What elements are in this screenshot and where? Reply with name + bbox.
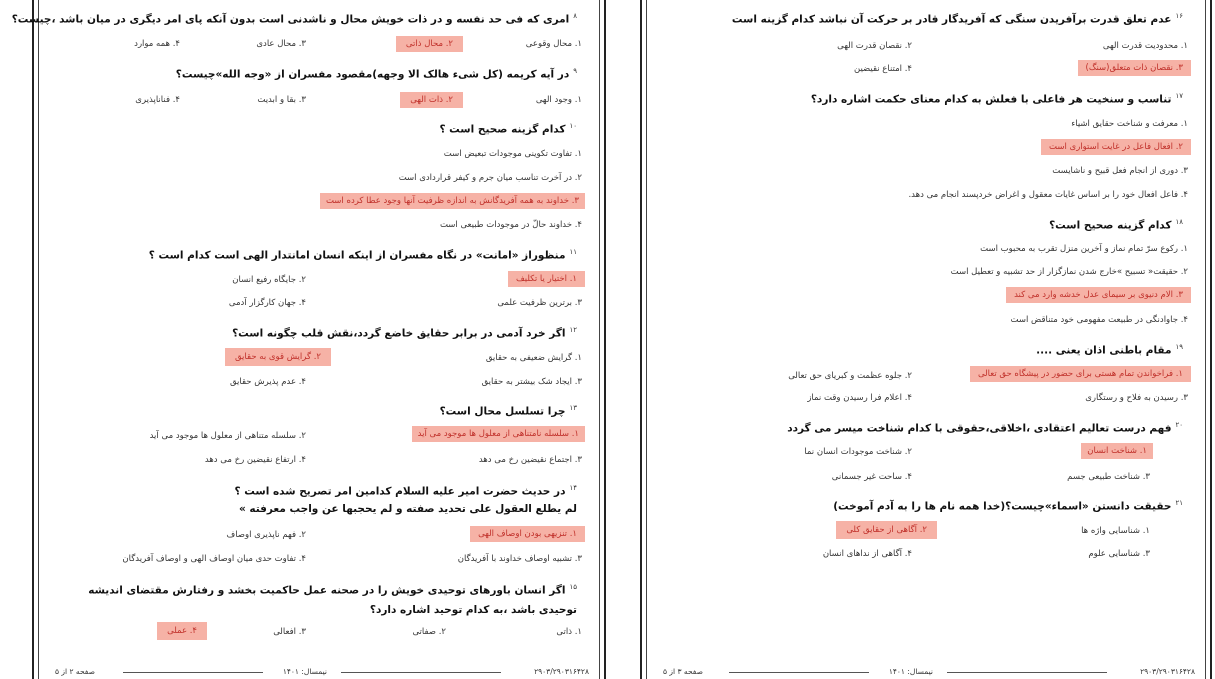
- q13-option-4: ۴. ارتفاع نقیضین رخ می دهد: [204, 455, 306, 465]
- q11-option-2: ۲. جایگاه رفیع انسان: [232, 275, 306, 285]
- q14-option-1: ۱. تنزیهی بودن اوصاف الهی: [470, 526, 585, 542]
- q15-option-3: ۳. افعالی: [273, 627, 306, 637]
- q21-option-1: ۱. شناسایی واژه ها: [1081, 526, 1150, 536]
- q20-option-4: ۴. ساحت غیر جسمانی: [831, 472, 912, 482]
- q21-option-2: ۲. آگاهی از حقایق کلی: [836, 521, 937, 539]
- q13-option-1: ۱. سلسله نامتناهی از معلول ها موجود می آید: [412, 426, 585, 442]
- q20-option-1: ۱. شناخت انسان: [1081, 443, 1153, 459]
- question-9: $^۹$در آیه کریمه (کل شیء هالک الا وجهه)مقصود مفسران از «وجه الله»چیست؟: [175, 67, 577, 81]
- q18-option-3: ۳. الام دنیوی بر سیمای عدل خدشه وارد می کند: [1006, 287, 1191, 303]
- q9-option-1: ۱. وجود الهی: [535, 95, 582, 105]
- semester-label: نیمسال: ۱۴۰۱: [282, 667, 327, 676]
- q10-option-4: ۴. خداوند حالّ در موجودات طبیعی است: [439, 220, 582, 230]
- question-12: $^{۱۲}$اگر خرد آدمی در برابر حقایق خاضع گردد،نقش قلب چگونه است؟: [232, 326, 577, 340]
- q19-option-2: ۲. جلوه عظمت و کبریای حق تعالی: [788, 371, 912, 381]
- q21-option-3: ۳. شناسایی علوم: [1088, 549, 1150, 559]
- q14-option-3: ۳. تشبیه اوصاف خداوند با آفریدگان: [457, 554, 582, 564]
- question-15: $^{۱۵}$اگر انسان باورهای توحیدی خویش را در صحنه عمل حاکمیت بخشد و رفتارش مقتضای اندیشه توحیدی باشد ،به کدام توحید اشاره دارد؟: [88, 583, 577, 616]
- q19-option-4: ۴. اعلام فرا رسیدن وقت نماز: [807, 393, 912, 403]
- q11-option-1: ۱. اختیار یا تکلیف: [508, 271, 585, 287]
- q10-option-1: ۱. تفاوت تکوینی موجودات تبعیض است: [443, 149, 582, 159]
- footer-rule: [947, 672, 1107, 673]
- q10-option-3: ۳. خداوند به همه آفریدگانش به اندازه ظرفیت آنها وجود عطا کرده است: [320, 193, 585, 209]
- question-21: $^{۲۱}$حقیقت دانستن «اسماء»چیست؟(خدا همه نام ها را به آدم آموخت): [833, 499, 1183, 513]
- q17-option-1: ۱. معرفت و شناخت حقایق اشیاء: [1071, 119, 1188, 129]
- q12-option-1: ۱. گرایش ضعیفی به حقایق: [485, 353, 582, 363]
- q19-option-3: ۳. رسیدن به فلاح و رستگاری: [1085, 393, 1188, 403]
- q17-option-3: ۳. دوری از انجام فعل قبیح و ناشایست: [1052, 166, 1188, 176]
- q13-option-2: ۲. سلسله متناهی از معلول ها موجود می آید: [149, 431, 306, 441]
- question-8: $^۸$امری که فی حد نفسه و در ذات خویش محال و ناشدنی است بدون آنکه پای امر دیگری در میان باشد ،چیست؟: [11, 12, 577, 26]
- q16-option-2: ۲. نقصان قدرت الهی: [837, 41, 912, 51]
- q13-option-3: ۳. اجتماع نقیضین رخ می دهد: [478, 455, 582, 465]
- question-17: $^{۱۷}$تناسب و سنخیت هر فاعلی با فعلش به کدام معنای حکمت اشاره دارد؟: [810, 92, 1183, 106]
- q14-option-4: ۴. تفاوت حدی میان اوصاف الهی و اوصاف آفریدگان: [122, 554, 306, 564]
- q16-option-3: ۳. نقصان ذات متعلق(سنگ): [1078, 60, 1191, 76]
- question-10: $^{۱۰}$کدام گزینه صحیح است ؟: [439, 122, 577, 136]
- q18-option-2: ۲. حقیقت« تسبیح »خارج شدن نمازگزار از حد تشبیه و تعطیل است: [950, 267, 1188, 277]
- page-footer: [45, 667, 593, 677]
- page-footer: [653, 667, 1199, 677]
- page-number: صفحه ۳ از ۵: [663, 667, 703, 676]
- q9-option-4: ۴. فناناپذیری: [135, 95, 180, 105]
- q20-option-3: ۳. شناخت طبیعی جسم: [1067, 472, 1150, 482]
- exam-page-right: [640, 0, 1212, 679]
- q19-option-1: ۱. فراخواندن تمام هستی برای حضور در پیشگاه حق تعالی: [970, 366, 1191, 382]
- q15-option-2: ۲. صفاتی: [412, 627, 446, 637]
- q17-option-4: ۴. فاعل افعال خود را بر اساس غایات معقول و اغراض خردپسند انجام می دهد.: [908, 190, 1188, 200]
- q12-option-3: ۳. ایجاد شک بیشتر به حقایق: [481, 377, 582, 387]
- question-16: $^{۱۶}$عدم تعلق قدرت برآفریدن سنگی که آفریدگار قادر بر حرکت آن نباشد کدام گزینه است: [731, 12, 1183, 26]
- semester-label: نیمسال: ۱۴۰۱: [888, 667, 933, 676]
- q9-option-2: ۲. ذات الهی: [400, 92, 463, 108]
- footer-rule: [123, 672, 263, 673]
- course-code: ۲۹۰۳/۲۹۰۳۱۶۴۲۸: [1140, 667, 1195, 676]
- q16-option-1: ۱. محدودیت قدرت الهی: [1102, 41, 1188, 51]
- q12-option-2: ۲. گرایش قوی به حقایق: [225, 348, 331, 366]
- q18-option-1: ۱. رکوع سرّ تمام نماز و آخرین منزل تقرب به محبوب است: [980, 244, 1188, 254]
- q15-option-1: ۱. ذاتی: [556, 627, 582, 637]
- q18-option-4: ۴. جاوادنگی در طبیعت مفهومی خود متناقض است: [1010, 315, 1188, 325]
- q9-option-3: ۳. بقا و ابدیت: [257, 95, 306, 105]
- question-19: $^{۱۹}$مقام باطنی اذان یعنی ....: [1036, 343, 1183, 357]
- footer-rule: [341, 672, 501, 673]
- q14-option-2: ۲. فهم ناپذیری اوصاف: [226, 530, 306, 540]
- q8-option-1: ۱. محال وقوعی: [525, 39, 582, 49]
- q8-option-2: ۲. محال ذاتی: [396, 36, 463, 52]
- q10-option-2: ۲. در آخرت تناسب میان جرم و کیفر قراردادی است: [398, 173, 582, 183]
- question-14: $^{۱۴}$در حدیث حضرت امیر علیه السلام کدامین امر تصریح شده است ؟: [234, 484, 577, 498]
- question-14-quote: لم یطلع العقول علی تحدید صفته و لم یحجبها عن واجب معرفته »: [238, 503, 577, 515]
- q8-option-4: ۴. همه موارد: [134, 39, 180, 49]
- q16-option-4: ۴. امتناع نقیضین: [853, 64, 912, 74]
- course-code: ۲۹۰۳/۲۹۰۳۱۶۴۲۸: [534, 667, 589, 676]
- exam-page-left: [11, 0, 606, 679]
- question-11: $^{۱۱}$منظوراز «امانت» در نگاه مفسران از اینکه انسان امانتدار الهی است کدام است ؟: [148, 248, 577, 262]
- q11-option-4: ۴. جهان کارگزار آدمی: [228, 298, 306, 308]
- q11-option-3: ۳. برترین ظرفیت علمی: [497, 298, 582, 308]
- question-18: $^{۱۸}$کدام گزینه صحیح است؟: [1049, 218, 1183, 232]
- footer-rule: [729, 672, 869, 673]
- q15-option-4: ۴. عملی: [157, 622, 207, 640]
- page-number: صفحه ۲ از ۵: [55, 667, 95, 676]
- question-13: $^{۱۳}$چرا تسلسل محال است؟: [439, 404, 577, 418]
- q12-option-4: ۴. عدم پذیرش حقایق: [229, 377, 306, 387]
- q20-option-2: ۲. شناخت موجودات انسان نما: [804, 447, 912, 457]
- q17-option-2: ۲. افعال فاعل در غایت استواری است: [1041, 139, 1191, 155]
- q8-option-3: ۳. محال عادی: [256, 39, 306, 49]
- q21-option-4: ۴. آگاهی از نداهای انسان: [822, 549, 912, 559]
- question-20: $^{۲۰}$فهم درست تعالیم اعتقادی ،اخلاقی،حقوقی با کدام شناخت میسر می گردد: [787, 421, 1183, 435]
